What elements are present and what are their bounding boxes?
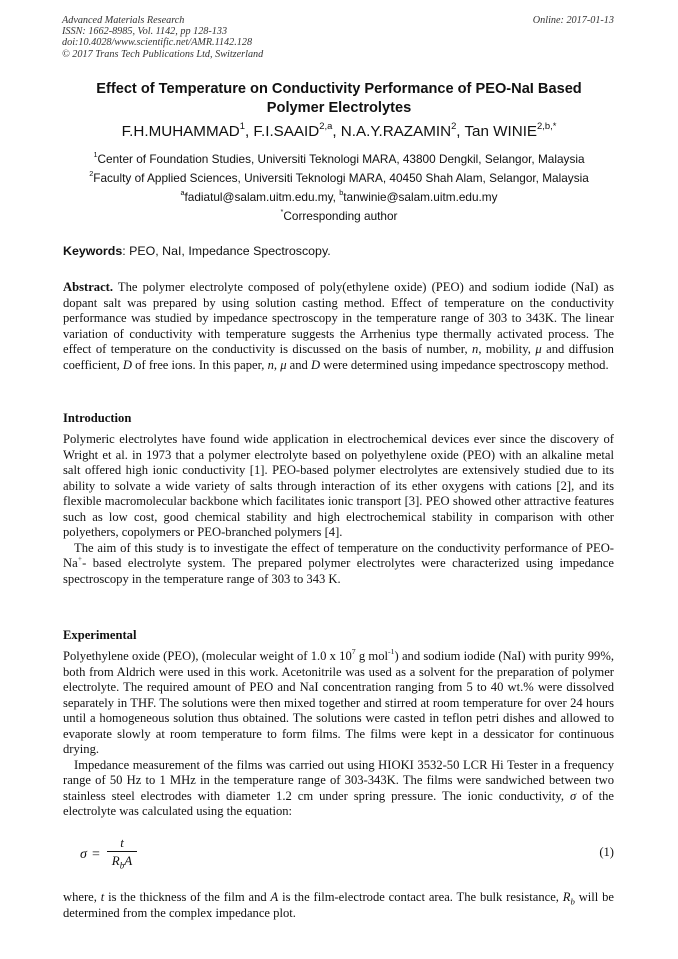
author-sup: 2,b,* xyxy=(537,120,557,131)
equation-lhs: σ xyxy=(80,847,87,862)
author-sup: 1 xyxy=(239,120,245,131)
corr-text: Corresponding author xyxy=(283,209,398,223)
title-line-2: Polymer Electrolytes xyxy=(266,100,412,116)
symbol-n: n xyxy=(267,357,274,372)
symbol-sigma: σ xyxy=(569,788,577,803)
email-b-link[interactable]: tanwinie@salam.uitm.edu.my xyxy=(343,190,498,204)
experimental-body xyxy=(63,649,614,820)
symbol-d: D xyxy=(122,357,133,372)
introduction-body xyxy=(63,432,614,587)
journal-header xyxy=(62,15,614,60)
author-sup: 2 xyxy=(451,120,457,131)
equation-equals: = xyxy=(92,847,100,862)
experimental-paragraph-2 xyxy=(63,758,614,820)
exp-text: is the film-electrode contact area. The bulk resistance, xyxy=(278,890,563,904)
email-a-link[interactable]: fadiatul@salam.uitm.edu.my, xyxy=(184,190,336,204)
symbol-r: R xyxy=(562,890,571,904)
affiliation-1 xyxy=(20,151,658,167)
equation-number: (1) xyxy=(599,845,614,859)
symbol-a: A xyxy=(270,890,279,904)
exp-text: where, xyxy=(63,890,101,904)
symbol-t: t xyxy=(100,890,105,904)
affiliation-text: Faculty of Applied Sciences, Universiti Teknologi MARA, 40450 Shah Alam, Selangor, Malaysia xyxy=(93,171,589,185)
abstract-text: , mobility, xyxy=(478,342,536,356)
exp-text: Polyethylene oxide (PEO), (molecular weight of 1.0 x 10 xyxy=(63,649,352,663)
email-line xyxy=(20,189,658,205)
equation-numerator: t xyxy=(120,835,124,850)
abstract-text: and xyxy=(286,357,311,372)
exp-sup: 7 xyxy=(351,647,356,657)
symbol-d: D xyxy=(311,357,321,372)
issn-line: ISSN: 1662-8985, Vol. 1142, pp 128-133 xyxy=(62,26,228,38)
abstract-text: of free ions. In this paper, xyxy=(132,357,268,372)
author-name: N.A.Y.RAZAMIN xyxy=(340,123,452,140)
abstract-text: The polymer electrolyte composed of poly(ethylene oxide) (PEO) and sodium iodide (NaI) as dopant salt was prepared by using solution casting method. Effect of temperature on the conductivity performance was studied by impedance spectroscopy in the temperature range of 303 to 343K. The linear variation of conductivity with temperature suggests the Arrhenius type thermally activated process. The effect of temperature on the conductivity is discussed on the basis of number, xyxy=(63,280,614,356)
author-name: F.H.MUHAMMAD xyxy=(121,123,240,140)
introduction-paragraph-2 xyxy=(63,541,614,588)
author-name: F.I.SAAID xyxy=(253,123,320,140)
exp-text: will be determined from the complex impedance plot. xyxy=(63,890,615,920)
exp-text: is the thickness of the film and xyxy=(104,890,271,904)
keywords-text: : PEO, NaI, Impedance Spectroscopy. xyxy=(122,244,331,258)
author-list: F.H.MUHAMMAD$^1$, F.I.SAAID$^{2,a}$, N.A.Y.RAZAMIN$^2$, Tan $WINIE^{2,b,*}$ xyxy=(121,120,557,140)
paper-title xyxy=(40,80,638,118)
introduction-paragraph-1: Polymeric electrolytes have found wide application in electrochemical devices ever since the discovery of Wright et al. in 1973 that a polymer electrolyte based on polyethylene oxide (PEO) with an alkaline metal salt offered high ionic conductivity [1]. PEO-based polymer electrolytes are extensively studied due to its ability to solvate a wide variety of salts through interaction of its ether oxygens with cations [2], and its flexible macromolecular backbone which facilitates ionic transport [3]. PEO showed other attractive features such as low cost, good chemical stability and high electrochemical stability in comparison with other polyethers, copolymers or PEO-branched polymers [4]. xyxy=(63,432,614,539)
affiliation-2 xyxy=(20,170,658,186)
exp-text: g mol xyxy=(355,649,389,663)
equation-1 xyxy=(80,834,614,882)
email-sup: b xyxy=(339,188,344,198)
experimental-heading: Experimental xyxy=(63,628,137,642)
exp-text: Impedance measurement of the films was carried out using HIOKI 3532-50 LCR Hi Tester in a frequency range of 50 Hz to 1 MHz in the temperature range of 303-343K. The films were sandwiched between two stainless steel electrodes with diameter 1.2 cm under spring pressure. The ionic conductivity, xyxy=(63,757,614,803)
den-a: A xyxy=(124,853,133,868)
doi-line[interactable]: doi:10.4028/www.scientific.net/AMR.1142.128 xyxy=(62,37,253,49)
title-line-1: Effect of Temperature on Conductivity Performance of PEO-NaI Based xyxy=(96,81,582,97)
intro-text: - based electrolyte system. The prepared polymer electrolytes were characterized using impedance spectroscopy in the temperature range of 303 to 343 K. xyxy=(63,556,614,586)
author-sup: 2,a xyxy=(319,120,333,131)
intro-sup: + xyxy=(77,554,83,564)
affiliation-sup: 1 xyxy=(93,150,98,160)
equation-fraction xyxy=(107,834,137,870)
abstract-text: and diffusion coefficient, xyxy=(63,342,614,372)
symbol-r-sub: b xyxy=(570,896,575,907)
equation-denominator xyxy=(107,852,137,870)
affiliation-text: Center of Foundation Studies, Universiti Teknologi MARA, 43800 Dengkil, Selangor, Malaysia xyxy=(97,152,585,166)
introduction-heading: Introduction xyxy=(63,411,132,425)
abstract-paragraph xyxy=(63,280,614,373)
corresponding-author-note xyxy=(20,208,658,224)
abstract-text: , xyxy=(273,357,278,372)
author-name: Tan WINIE xyxy=(464,123,538,140)
den-r: R xyxy=(111,853,120,868)
experimental-paragraph-1 xyxy=(63,649,614,758)
affiliation-sup: 2 xyxy=(89,169,94,179)
den-sub: b xyxy=(119,860,125,871)
abstract-label: Abstract. xyxy=(63,280,114,294)
keywords xyxy=(63,244,331,258)
exp-sup: -1 xyxy=(388,647,395,657)
experimental-paragraph-3 xyxy=(63,890,614,921)
symbol-mu: μ xyxy=(280,357,287,372)
online-date: Online: 2017-01-13 xyxy=(532,15,614,26)
symbol-n: n xyxy=(472,342,479,356)
copyright-line: © 2017 Trans Tech Publications Ltd, Switzerland xyxy=(62,48,264,60)
journal-name: Advanced Materials Research xyxy=(62,15,185,26)
keywords-label: Keywords xyxy=(63,244,123,258)
abstract-text: were determined using impedance spectroscopy method. xyxy=(320,357,609,372)
exp-text: ) and sodium iodide (NaI) with purity 99%, both from Aldrich were used in this work. Acetonitrile was used as a solvent for the preparation of polymer electrolyte. The required amount of PEO and NaI concentration ranging from 5 to 40 wt.% were dissolved separately in THF. The solutions were then mixed together and stirred at room temperature for over 24 hours until a homogeneous solution thus obtained. The solutions were casted in teflon petri dishes and allowed to evaporate slowly at room temperature to form films. The films were kept in a dessicator for continuous drying. xyxy=(63,649,614,756)
exp-text: of the electrolyte was calculated using the equation: xyxy=(63,788,614,818)
email-sup: a xyxy=(180,188,185,198)
corr-sup: * xyxy=(280,207,284,217)
symbol-mu: μ xyxy=(535,342,542,356)
intro-text: The aim of this study is to investigate the effect of temperature on the conductivity performance of PEO-Na xyxy=(63,540,614,570)
